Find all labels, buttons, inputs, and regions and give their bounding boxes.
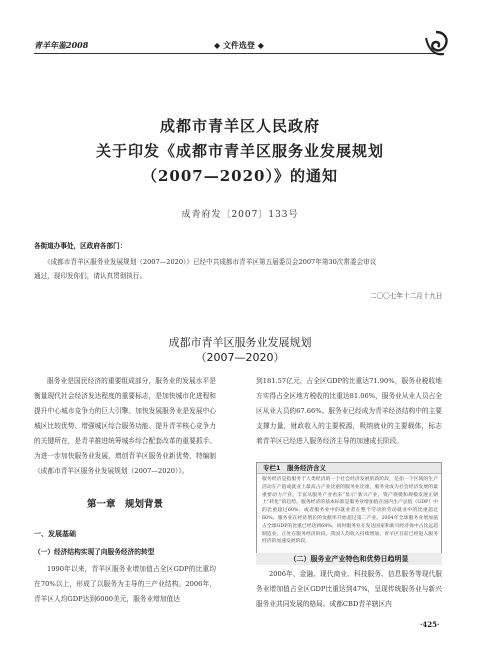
notice-body-line-2: 通过，现印发你们，请认真贯彻执行。 xyxy=(34,272,147,280)
plan-intro-paragraph xyxy=(34,374,216,479)
plan-title-line-2: （2007—2020） xyxy=(195,351,285,364)
plan-title-line-1: 成都市青羊区服务业发展规划 xyxy=(168,336,312,349)
addressee: 各街道办事处，区政府各部门： xyxy=(34,242,127,250)
chapter-heading: 第一章 规划背景 xyxy=(86,499,163,510)
notice-body-line-1: 《成都市青羊区服务业发展规划（2007—2020）》已经中共成都市青羊区第五届委员会2007年第30次常委会审议 xyxy=(44,258,377,266)
document-number: 成青府发〔2007〕133号 xyxy=(181,210,299,220)
right-body-paragraph xyxy=(256,567,442,612)
notice-title-line-3: （2007—2020）》的通知 xyxy=(142,167,338,185)
subsection-heading-1: （一）经济结构实现了向服务经济的转型 xyxy=(34,548,155,556)
intro-text: 服务业是国民经济的重要组成部分，服务业的发展水平是衡量现代社会经济发达程度的重要标志，是加快城市化进程和提升中心城市竞争力的巨大引擎。加快发展服务业是发展中心城区比较优势、增强城区综合服务功能、提升青羊核心竞争力的关键所在，是青羊推进统筹城乡综合配套改革的重要抓手。为进一步加快服务业发展，增创青羊区服务业新优势，特编制《成都市青羊区服务业发展规划（2007—2020）》。 xyxy=(34,377,216,475)
notice-date: 二〇〇七年十二月十九日 xyxy=(370,292,443,300)
section-heading-1: 一、发展基础 xyxy=(34,530,76,538)
right-intro-text: 到181.57亿元，占全区GDP的比重达71.90%，服务业税收地方实得占全区地方税收的比重达81.06%，服务业从业人员占全区从业人员的67.66%。服务业已经成为青羊经济结构中的主要支撑力量，财政收入的主要税源，吸纳就业的主要载体，标志着青羊区已经进入服务经济主导的加速成长阶段。 xyxy=(256,377,442,445)
running-header xyxy=(34,40,444,52)
sidebar-box-body: 服务经济是指服务于人类经济的一个社会经济发展的新阶段，是指一个区域的生产活动在产值或就业上最高占产业比重的服务业比重，服务业成为社会经济发展的最重要动力产业。丰富从服务产业看来“显示”新兴产业，资产规模和规模发展正朝上“转化”的趋势。服务经济的基本标准是服务业增加值在国内生产总值（GDP）中的比重超过60%、或者服务业中的就业者在整个劳动的劳动就业中的比重超过60%。服务业在经济增长的贡献率开始超过第二产业。2004年全球服务业增加值占全球GDP的比重已经达到68%，同时服务业在发达国家和新兴经济体中占比远超制造业，正处在服务经济阶段。我国人均收入持续增加，青羊区目前已经进入服务经济的加速发展阶段。 xyxy=(262,477,438,545)
left-body-text: 1990年以来，青羊区服务业增加值占全区GDP的比重均在70%以上，形成了以服务为主导的三产业结构。2006年，青羊区人均GDP达到6000美元，服务业增加值达 xyxy=(34,565,216,603)
page-number: ·425· xyxy=(420,620,440,629)
sidebar-box xyxy=(256,462,442,554)
left-body-paragraph xyxy=(34,562,216,607)
header-yearbook-title: 青羊年鉴2008 xyxy=(34,40,89,50)
yearbook-logo-icon xyxy=(422,30,450,58)
header-section-title: ◆ 文件选登 ◆ xyxy=(214,40,264,50)
right-body-text: 2006年，金融、现代商业、科技服务、信息服务等现代服务业增加值占全区GDP比重达到47%，呈现传统服务业与新兴服务业共同发展的格局。成都CBD青羊辖区内 xyxy=(256,570,442,608)
header-rule xyxy=(34,53,444,54)
right-intro-paragraph xyxy=(256,374,442,449)
notice-title-line-1: 成都市青羊区人民政府 xyxy=(159,117,320,135)
notice-title-line-2: 关于印发《成都市青羊区服务业发展规划 xyxy=(95,142,384,160)
section-heading-2: （二）服务业产业特色和优势日趋明显 xyxy=(256,553,442,565)
sidebar-box-title: 专栏1 服务经济含义 xyxy=(257,463,441,474)
